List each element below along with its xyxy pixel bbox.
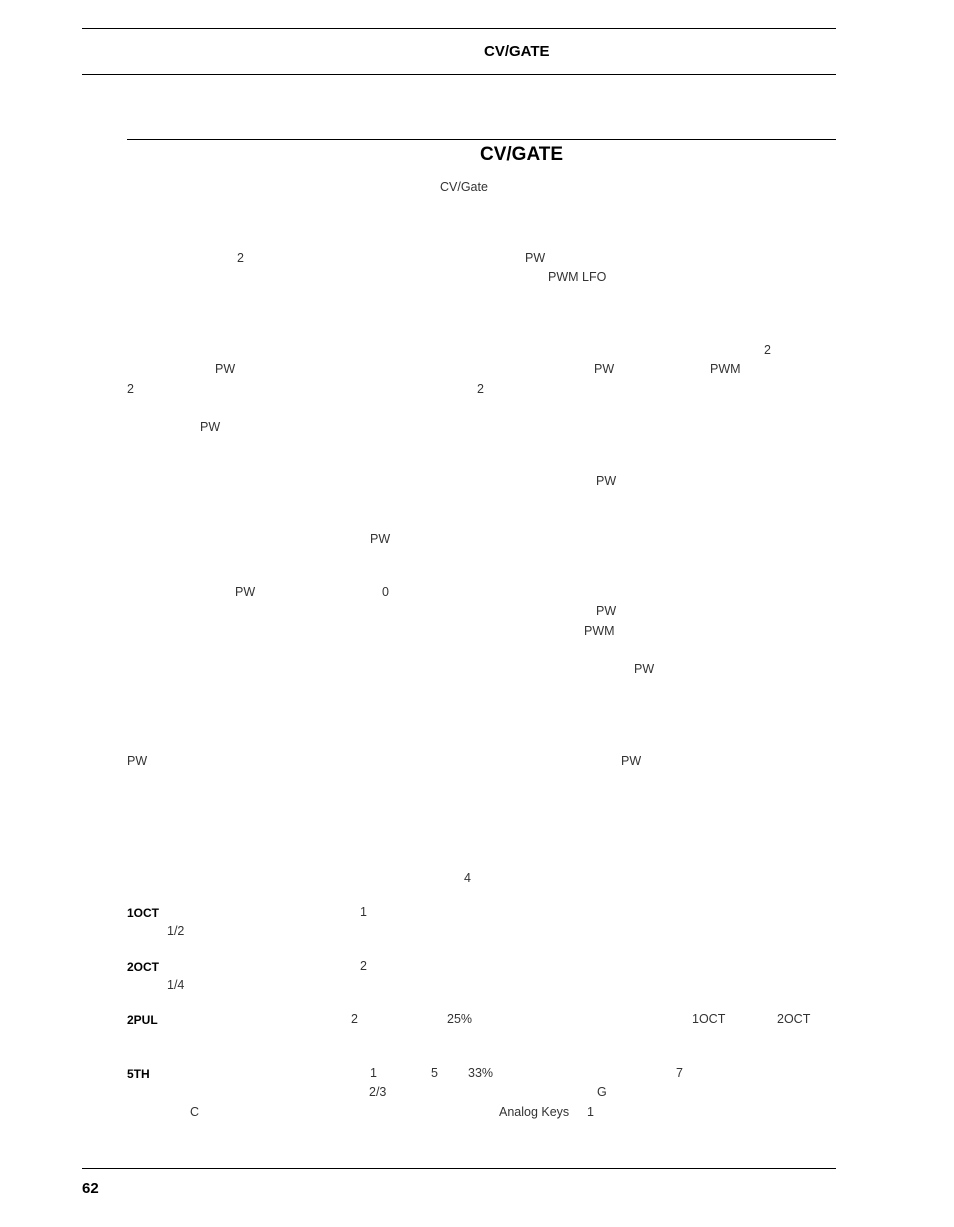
header-top-rule — [82, 28, 836, 29]
body-fragment: 2 — [127, 382, 134, 396]
mode-text: 1 — [360, 905, 367, 919]
body-fragment: PW — [127, 754, 148, 768]
mode-text: 5 — [431, 1066, 438, 1080]
body-fragment: 2 — [764, 343, 771, 357]
header-bottom-rule — [82, 74, 836, 75]
mode-label-5th: 5TH — [127, 1067, 150, 1081]
mode-text: 1/4 — [167, 978, 185, 992]
footer-rule — [82, 1168, 836, 1169]
mode-text: 33% — [468, 1066, 494, 1080]
body-fragment: 2 — [477, 382, 484, 396]
mode-text: 1 — [587, 1105, 594, 1119]
mode-text: C — [190, 1105, 200, 1119]
mode-label-2pul: 2PUL — [127, 1013, 158, 1027]
section-rule — [127, 139, 836, 140]
mode-text: 1/2 — [167, 924, 185, 938]
body-fragment: PW — [235, 585, 256, 599]
mode-text: 7 — [676, 1066, 683, 1080]
mode-text: G — [597, 1085, 607, 1099]
body-fragment: PW — [525, 251, 546, 265]
body-fragment: PWM — [710, 362, 741, 376]
body-fragment: PW — [634, 662, 655, 676]
section-title: CV/GATE — [480, 144, 564, 165]
mode-text: Analog Keys — [499, 1105, 570, 1119]
body-fragment: 4 — [464, 871, 471, 885]
page-number: 62 — [82, 1180, 99, 1197]
body-fragment: PW — [370, 532, 391, 546]
body-fragment: PW — [596, 474, 617, 488]
body-fragment: 0 — [382, 585, 389, 599]
body-fragment: PW — [594, 362, 615, 376]
mode-label-1oct: 1OCT — [127, 906, 160, 920]
section-subtitle: CV/Gate — [440, 180, 488, 194]
mode-text: 2 — [360, 959, 367, 973]
body-fragment: PW — [215, 362, 236, 376]
body-fragment: PW — [596, 604, 617, 618]
mode-text: 2 — [351, 1012, 358, 1026]
running-header-title: CV/GATE — [484, 43, 550, 60]
body-fragment: PW — [200, 420, 221, 434]
mode-text: 2OCT — [777, 1012, 811, 1026]
body-fragment: 2 — [237, 251, 244, 265]
mode-text: 1OCT — [692, 1012, 726, 1026]
mode-text: 1 — [370, 1066, 377, 1080]
mode-text: 25% — [447, 1012, 473, 1026]
body-fragment: PWM LFO — [548, 270, 607, 284]
body-fragment: PW — [621, 754, 642, 768]
mode-text: 2/3 — [369, 1085, 387, 1099]
mode-label-2oct: 2OCT — [127, 960, 160, 974]
body-fragment: PWM — [584, 624, 615, 638]
